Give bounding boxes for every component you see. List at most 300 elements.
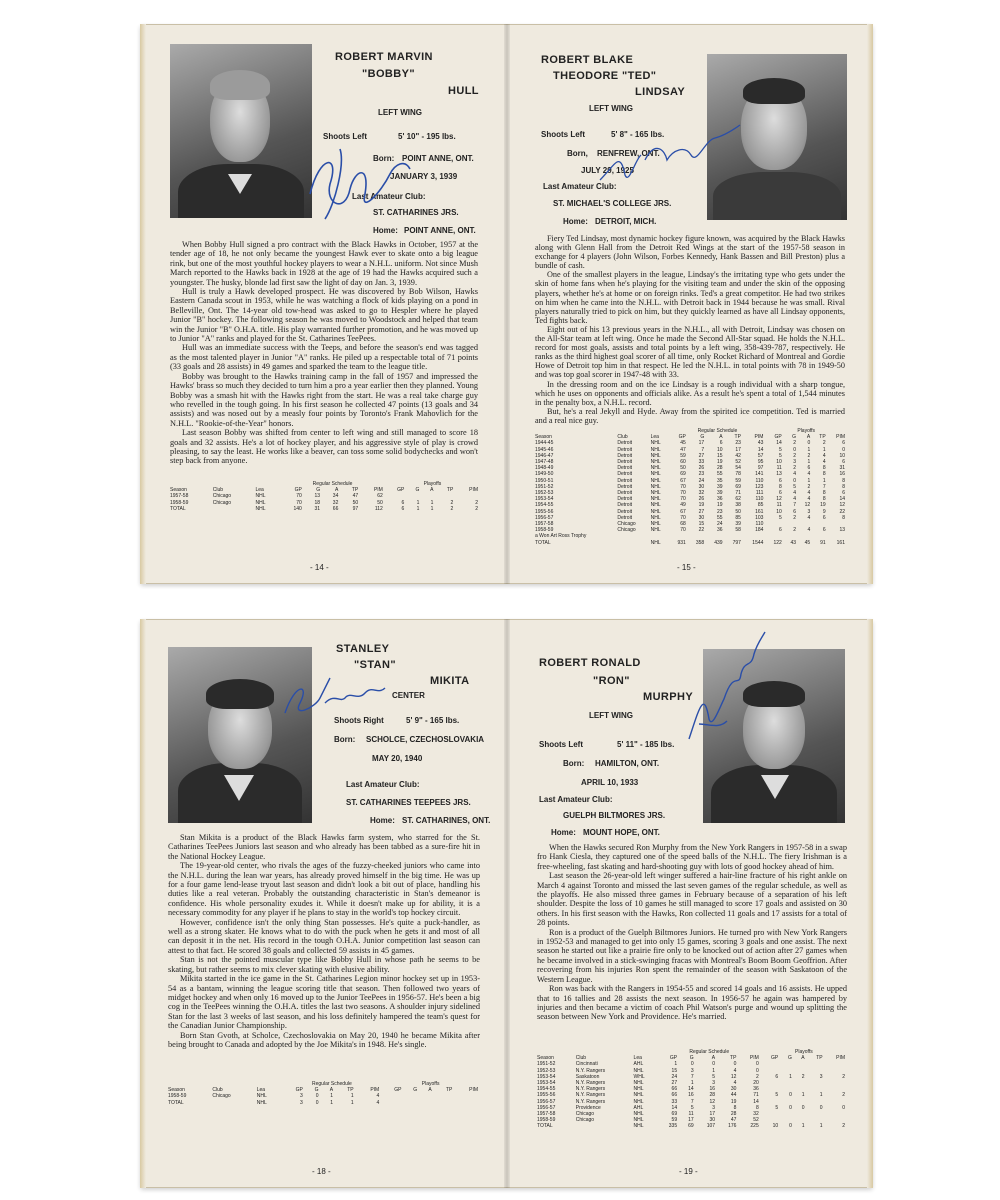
stats-column-header: Club — [212, 487, 224, 494]
stats-column-header: Lea — [256, 1087, 266, 1094]
stats-cell: 17 — [735, 446, 741, 453]
stats-cell: 10 — [839, 452, 845, 459]
stats-cell: 6 — [822, 514, 826, 521]
stats-cell: 33 — [671, 1098, 678, 1105]
stats-cell: 8 — [755, 1104, 759, 1111]
stats-cell: 0 — [793, 477, 796, 484]
stats-cell: 1 — [789, 1073, 792, 1080]
stats-cell: 14 — [757, 446, 764, 453]
stats-cell: NHL — [255, 499, 266, 506]
stats-cell: 1945-46 — [535, 446, 554, 453]
stats-column-header: TP — [730, 1055, 737, 1062]
stats-cell: 3 — [712, 1104, 716, 1111]
stats-cell: 335 — [668, 1123, 678, 1130]
stats-cell — [210, 1100, 254, 1106]
bio-paragraph: Bobby was brought to the Hawks training camp in the fall of 1957 and impressed the Hawks' brass so much they decided to turn him a pro a year earlier then they planned. Young Bobby was a smash hit with the Hawks right from the start. He was a real take charge guy who revelled in the tough going. In his first season he collected 47 points (13 goals and 34 assists) and was nosed out by a measly four points by Toronto's Frank Mahovlich for the N.H.L. "Rookie-of-the-Year" honors. — [170, 371, 478, 428]
born-place: SCHOLCE, CZECHOSLOVAKIA — [366, 735, 485, 744]
stats-column-header: PIM — [469, 487, 478, 494]
stats-cell: 60 — [680, 459, 686, 466]
autograph-signature-icon — [595, 120, 745, 190]
stats-cell: 0 — [842, 1104, 845, 1111]
page-number: - 18 - — [312, 1167, 331, 1176]
stats-cell: 36 — [717, 496, 723, 503]
stats-group-regular: Regular Schedule — [312, 1081, 352, 1087]
stats-cell: 2 — [450, 499, 454, 506]
stats-cell: 14 — [839, 496, 845, 503]
stats-cell: 69 — [735, 483, 741, 490]
stats-cell: 91 — [820, 539, 826, 546]
stats-cell: 4 — [807, 471, 811, 478]
born-label: Born: — [334, 735, 356, 744]
stats-cell: 1544 — [752, 539, 764, 546]
stats-cell: 0 — [789, 1104, 792, 1111]
stats-cell: 1 — [350, 1093, 354, 1100]
stats-cell: 69 — [680, 471, 686, 478]
stats-cell: 0 — [793, 446, 796, 453]
born-date: JULY 29, 1925 — [581, 166, 634, 175]
stats-cell: 58 — [735, 527, 741, 534]
stats-cell: N.Y. Rangers — [575, 1080, 606, 1087]
stats-cell — [404, 1100, 420, 1106]
bio-paragraph: Hull was an immediate success with the Teeps, and before the season's end was tagged as the most talented player in Junior "A" ranks. He piled up a respectable total of 71 points (33 goals and 28 assists) in 49 games and sparked the team to the league title. — [170, 343, 478, 372]
stats-cell: 78 — [735, 471, 741, 478]
stats-cell: 1950-51 — [535, 477, 554, 484]
stats-row — [168, 506, 480, 512]
amateur-label: Last Amateur Club: — [352, 192, 426, 201]
stats-cell: 12 — [804, 502, 811, 509]
stats-group-regular: Regular Schedule — [689, 1049, 730, 1055]
bio-paragraph: Last season Bobby was shifted from center to left wing and still managed to score 18 goals and 32 assists. He's a lot of hockey player, and his aggressive style of play is crowd pleasing, to say the least. He works like a beaver, can toss some solid bodychecks and won't step back from anyone. — [170, 428, 478, 466]
stats-cell: 1 — [674, 1061, 678, 1068]
stats-cell: 8 — [822, 490, 826, 497]
stats-cell: 62 — [735, 496, 741, 503]
page-murphy — [507, 619, 873, 1188]
stats-group-playoffs: Playoffs — [797, 428, 816, 434]
stats-column-header: PIM — [836, 434, 845, 441]
home-label: Home: — [373, 226, 398, 235]
stats-column-header: TP — [351, 487, 359, 494]
stats-cell: 16 — [839, 471, 845, 478]
amateur-club: GUELPH BILTMORES JRS. — [563, 811, 666, 820]
stats-column-header: TP — [734, 434, 741, 441]
stats-group-regular: Regular Schedule — [312, 481, 353, 487]
player-name-line2: THEODORE "TED" — [553, 70, 657, 82]
stats-column-header: G — [415, 487, 420, 494]
stats-cell: 110 — [755, 521, 764, 528]
stats-cell: N.Y. Rangers — [575, 1086, 606, 1093]
stats-cell: 17 — [698, 440, 705, 447]
home-town: POINT ANNE, ONT. — [404, 226, 476, 235]
stats-cell: 11 — [776, 502, 782, 509]
stats-cell: 23 — [717, 508, 723, 515]
stats-cell: 35 — [717, 477, 723, 484]
stats-cell: 0 — [789, 1092, 792, 1099]
stats-column-header: GP — [669, 1055, 678, 1062]
stats-column-header: G — [792, 434, 796, 441]
height-weight: 5' 11" - 185 lbs. — [617, 740, 675, 749]
stats-cell: 16 — [688, 1092, 694, 1099]
stats-cell: NHL — [633, 1111, 644, 1118]
stats-cell: 1957-58 — [170, 493, 189, 500]
stats-cell: 70 — [296, 493, 302, 500]
stats-column-header: PIM — [469, 1087, 478, 1094]
stats-cell: 32 — [698, 490, 705, 497]
stats-cell: NHL — [650, 477, 661, 484]
stats-cell: 0 — [733, 1061, 737, 1068]
stats-cell: 2 — [807, 452, 811, 459]
stats-cell: Chicago — [575, 1111, 595, 1118]
stats-cell: 3 — [819, 1073, 823, 1080]
stats-cell: Chicago — [617, 521, 636, 528]
stats-column-header: A — [329, 1087, 334, 1094]
stats-cell: 7 — [690, 1098, 694, 1105]
stats-cell: 5 — [779, 446, 782, 453]
stats-cell: 111 — [755, 490, 764, 497]
stats-cell: 0 — [842, 446, 845, 453]
player-name-line2: "RON" — [593, 675, 630, 687]
stats-cell: 70 — [680, 483, 686, 490]
stats-cell: 1956-57 — [535, 514, 554, 521]
born-label: Born: — [373, 154, 395, 163]
amateur-club: ST. MICHAEL'S COLLEGE JRS. — [553, 199, 672, 208]
stats-cell: 45 — [680, 440, 686, 447]
stats-cell — [574, 1123, 632, 1129]
stats-cell: Chicago — [617, 527, 636, 534]
stats-cell: 47 — [680, 446, 686, 453]
stats-column-header: Season — [537, 1055, 554, 1062]
stats-cell — [454, 1100, 480, 1106]
stats-cell: 3 — [690, 1067, 694, 1074]
stats-cell: NHL — [255, 505, 266, 512]
stats-cell: 14 — [753, 1098, 759, 1105]
stats-cell: 24 — [698, 477, 705, 484]
born-date: JANUARY 3, 1939 — [390, 172, 458, 181]
stats-column-header: GP — [678, 434, 686, 441]
stats-cell: 2 — [793, 452, 796, 459]
stats-cell: N.Y. Rangers — [575, 1067, 606, 1074]
stats-cell: 6 — [842, 490, 845, 497]
stats-cell: 45 — [804, 539, 811, 546]
player-name-line1: ROBERT MARVIN — [335, 51, 433, 63]
stats-cell: 10 — [776, 508, 782, 515]
stats-cell: 66 — [671, 1086, 678, 1093]
stats-cell: 1944-45 — [535, 440, 554, 447]
stats-cell: 8 — [822, 471, 826, 478]
stats-cell: NHL — [650, 502, 661, 509]
stats-cell: 6 — [719, 440, 723, 447]
amateur-club: ST. CATHARINES JRS. — [373, 208, 459, 217]
stats-cell: Detroit — [617, 496, 633, 503]
stats-cell: 24 — [671, 1073, 678, 1080]
stats-cell: 39 — [717, 483, 723, 490]
stats-cell: NHL — [650, 490, 661, 497]
stats-cell: 30 — [730, 1086, 737, 1093]
stats-cell: NHL — [650, 465, 661, 472]
stats-cell: 161 — [755, 508, 764, 515]
stats-cell: 6 — [779, 527, 782, 534]
stats-cell: 1958-59 — [170, 499, 189, 506]
stats-cell: 1 — [416, 499, 420, 506]
stats-column-header: PIM — [749, 1055, 759, 1062]
stats-cell: 6 — [779, 477, 782, 484]
stats-cell: Detroit — [617, 440, 633, 447]
stats-cell: 27 — [671, 1080, 678, 1087]
stats-cell: 0 — [315, 1099, 319, 1106]
stats-cell: NHL — [650, 514, 661, 521]
stats-cell: 6 — [401, 499, 405, 506]
stats-cell: 1956-57 — [537, 1104, 556, 1111]
player-name-line1: ROBERT RONALD — [539, 657, 641, 669]
stats-cell: 15 — [671, 1067, 678, 1074]
page-number: - 19 - — [679, 1167, 698, 1176]
stats-cell: 27 — [698, 508, 705, 515]
stats-cell: 57 — [757, 452, 764, 459]
stats-cell: 9 — [822, 508, 826, 515]
stats-cell: 39 — [717, 490, 723, 497]
stats-cell: 6 — [822, 527, 826, 534]
stats-cell — [211, 506, 254, 512]
stats-cell: 34 — [332, 493, 339, 500]
stats-cell: 30 — [709, 1117, 716, 1124]
home-label: Home: — [551, 828, 576, 837]
stats-cell: Detroit — [617, 459, 633, 466]
height-weight: 5' 9" - 165 lbs. — [406, 716, 460, 725]
stats-cell: 0 — [690, 1061, 694, 1068]
stats-cell: 1951-52 — [535, 483, 554, 490]
stats-cell: 11 — [688, 1111, 694, 1118]
stats-cell: 1 — [801, 1092, 805, 1099]
born-place: RENFREW, ONT. — [597, 149, 660, 158]
bio-paragraph: Stan Mikita is a product of the Black Hawks farm system, who starred for the St. Catharines TeePees Juniors last season and who already has been tabbed as a sure-fire hit in the National Hockey League. — [168, 833, 480, 861]
stats-cell: 30 — [698, 483, 705, 490]
stats-cell: 2 — [793, 465, 796, 472]
stats-cell: 31 — [314, 505, 321, 512]
amateur-label: Last Amateur Club: — [539, 795, 613, 804]
stats-cell: 110 — [755, 496, 764, 503]
bio-paragraph: Last season the 26-year-old left winger suffered a hair-line fracture of his right ankle on March 4 against Toronto and missed the last seven games of the regular schedule, as well as the playoffs. He also missed three games in February because of a separation of his left shoulder. Despite the loss of 10 games he still managed to score 17 goals and assisted on 30 others. In his first season with the Hawks, Ron collected 11 goals and 17 assists for a total of 28 points. — [537, 871, 847, 928]
stats-cell: 42 — [735, 452, 741, 459]
stats-cell: 59 — [680, 452, 686, 459]
stats-table — [533, 428, 847, 546]
stats-cell: 70 — [680, 490, 686, 497]
stats-cell: Detroit — [617, 446, 633, 453]
stats-column-header: A — [430, 487, 434, 494]
shoots-label: Shoots Left — [323, 132, 367, 141]
stats-cell: 71 — [753, 1092, 759, 1099]
stats-column-header: GP — [397, 487, 405, 494]
stats-cell: NHL — [633, 1067, 644, 1074]
stats-cell: 28 — [717, 465, 723, 472]
shoots-label: Shoots Left — [541, 130, 585, 139]
stats-cell: 1 — [819, 1092, 823, 1099]
stats-cell: 2 — [475, 499, 478, 506]
stats-column-header: Season — [170, 487, 187, 494]
stats-cell: 33 — [698, 459, 705, 466]
stats-table — [166, 1081, 480, 1106]
stats-cell: 1956-57 — [537, 1098, 556, 1105]
stats-cell: 1953-54 — [535, 496, 554, 503]
stats-cell: 3 — [793, 459, 796, 466]
stats-column-header: PIM — [370, 1087, 380, 1094]
stats-cell: 62 — [377, 493, 383, 500]
stats-cell: 110 — [755, 477, 764, 484]
stats-cell: NHL — [650, 459, 661, 466]
bio-paragraph: Hull is truly a Hawk developed prospect. He was discovered by Bob Wilson, Hawks Eastern Canada scout in 1953, while he was watching a flock of kids playing on a pond in Belleville, Ont. The 14-year old tow-head was asked to go to Hespler where he played Junior "B" hockey. The following season he was moved to Woodstock and helped that team win the Junior "B" O.H.A. title. His play warranted further promotion, and he was moved up to Junior "A" ranks and played for the St. Catharines TeePees. — [170, 287, 478, 344]
stats-column-header: G — [787, 1055, 792, 1062]
bio-paragraph: The 19-year-old center, who rivals the ages of the fuzzy-cheeked juniors who came into the N.H.L. during the lean war years, has already proved himself in the big time. He was up for a four game lend-lease tryout last season and didn't look a bit out of place, handling his duties like a real veteran. Probably the outstanding characteristic in Stan's demeanor is confidence. His whole personality exudes it. While it doesn't make up for ability, it is a necessary commodity for any player if he plans to stay in the world's top hockey circuit. — [168, 861, 480, 918]
height-weight: 5' 10" - 195 lbs. — [398, 132, 456, 141]
stats-cell: 184 — [755, 527, 764, 534]
stats-cell: 50 — [680, 465, 686, 472]
stats-cell: 13 — [839, 527, 845, 534]
stats-cell: 2 — [793, 440, 796, 447]
stats-cell: 1 — [690, 1080, 694, 1087]
player-name-line1: STANLEY — [336, 643, 390, 655]
stats-cell: 52 — [735, 459, 741, 466]
stats-cell: Detroit — [617, 477, 633, 484]
amateur-label: Last Amateur Club: — [346, 780, 420, 789]
stats-cell: 28 — [709, 1092, 716, 1099]
bio-paragraph: When the Hawks secured Ron Murphy from the New York Rangers in 1957-58 in a swap fro Hank Ciesla, they captured one of the speed balls of the N.H.L. The fiery Irishman is a free-wheeling, fast skating and hard-shooting guy with lots of good hockey ahead of him. — [537, 843, 847, 871]
stats-cell: Detroit — [617, 465, 633, 472]
stats-cell: 1 — [807, 477, 811, 484]
stats-cell: 3 — [807, 508, 811, 515]
stats-cell: 97 — [757, 465, 764, 472]
stats-column-header: TP — [816, 1055, 823, 1062]
stats-cell: 31 — [839, 465, 845, 472]
stats-cell: 1949-50 — [535, 471, 554, 478]
stats-cell: 1 — [330, 1099, 334, 1106]
stats-cell: 54 — [735, 465, 741, 472]
stats-cell: 12 — [709, 1098, 716, 1105]
stats-cell: 68 — [680, 521, 686, 528]
autograph-signature-icon — [300, 134, 420, 224]
stats-cell: 1952-53 — [535, 490, 554, 497]
stats-cell: 4 — [807, 496, 811, 503]
stats-cell: 5 — [690, 1104, 694, 1111]
born-place: POINT ANNE, ONT. — [402, 154, 474, 163]
stats-cell: 18 — [314, 499, 321, 506]
stats-cell: 50 — [735, 508, 741, 515]
booklet-spread-top — [140, 24, 873, 584]
stats-cell: 1957-58 — [537, 1111, 556, 1118]
stats-column-header: A — [806, 434, 811, 441]
stats-cell: NHL — [255, 493, 266, 500]
stats-cell: 4 — [807, 514, 811, 521]
stats-cell: 7 — [822, 483, 826, 490]
player-biography — [168, 833, 480, 1049]
stats-cell: 50 — [352, 499, 359, 506]
page-number: - 14 - — [310, 563, 329, 572]
stats-cell: 70 — [296, 499, 302, 506]
stats-cell: 20 — [753, 1080, 759, 1087]
player-name-line1: ROBERT BLAKE — [541, 54, 634, 66]
born-place: HAMILTON, ONT. — [595, 759, 660, 768]
stats-cell: 14 — [688, 1086, 694, 1093]
stats-cell: 2 — [755, 1073, 759, 1080]
stats-cell: 47 — [352, 493, 359, 500]
stats-cell: 1 — [822, 477, 826, 484]
stats-cell: NHL — [650, 446, 661, 453]
stats-cell: 0 — [755, 1067, 759, 1074]
stats-cell: N.Y. Rangers — [575, 1098, 606, 1105]
stats-cell: 2 — [842, 1123, 845, 1130]
stats-cell — [434, 1100, 455, 1106]
stats-cell: 6 — [779, 490, 782, 497]
stats-cell: 1953-54 — [537, 1080, 556, 1087]
stats-cell: 5 — [775, 1092, 779, 1099]
player-position: CENTER — [392, 691, 425, 700]
stats-column-header: PIM — [836, 1055, 845, 1062]
player-biography — [170, 240, 478, 466]
stats-cell: 28 — [730, 1111, 737, 1118]
stats-cell: 123 — [755, 483, 764, 490]
stats-cell: 19 — [717, 459, 723, 466]
stats-row — [533, 540, 847, 546]
stats-column-header: G — [314, 1087, 319, 1094]
stats-cell: NHL — [650, 471, 661, 478]
height-weight: 5' 8" - 165 lbs. — [611, 130, 665, 139]
stats-cell: 1948-49 — [535, 465, 554, 472]
stats-cell: 6 — [775, 1073, 779, 1080]
stats-cell: 1 — [416, 505, 420, 512]
stats-cell: 0 — [789, 1123, 792, 1130]
home-label: Home: — [370, 816, 395, 825]
stats-cell: NHL — [650, 440, 661, 447]
stats-cell: 1957-58 — [535, 521, 554, 528]
stats-cell: 5 — [712, 1073, 716, 1080]
stats-cell: 2 — [842, 1073, 845, 1080]
stats-cell: 13 — [776, 471, 782, 478]
stats-cell: 2 — [822, 440, 826, 447]
stats-cell: 52 — [753, 1117, 759, 1124]
stats-cell: NHL — [650, 483, 661, 490]
stats-cell: 8 — [779, 483, 782, 490]
stats-cell: 5 — [793, 483, 796, 490]
stats-cell: 2 — [793, 514, 796, 521]
player-photo-hull — [170, 44, 312, 218]
stats-cell: 122 — [773, 539, 782, 546]
stats-cell: NHL — [256, 1093, 267, 1100]
stats-column-header: Season — [535, 434, 552, 441]
stats-column-header: TP — [347, 1087, 354, 1094]
stats-cell: 11 — [776, 465, 782, 472]
stats-cell: 0 — [801, 1104, 805, 1111]
stats-cell: 1 — [350, 1099, 354, 1106]
stats-cell: 39 — [735, 521, 741, 528]
bio-paragraph: Born Stan Gvoth, at Scholce, Czechoslovakia on May 20, 1940 he became Mikita after being brought to Canada and adopted by the Joe Mikita's in 1948. He's single. — [168, 1030, 480, 1049]
stats-cell: 5 — [775, 1104, 779, 1111]
stats-row — [535, 1123, 847, 1129]
stats-cell: 8 — [822, 465, 826, 472]
stats-cell: AHL — [633, 1104, 644, 1111]
bio-paragraph: Fiery Ted Lindsay, most dynamic hockey figure known, was acquired by the Black Hawks along with Glenn Hall from the Detroit Red Wings at the start of the 1957-58 season in exchange for 4 players (John Wilson, Forbes Kennedy, Hank Bassen and Bill Preston) plus a bundle of cash. — [535, 234, 845, 271]
player-name-line2: "BOBBY" — [362, 68, 415, 80]
stats-cell: NHL — [650, 527, 661, 534]
born-label: Born, — [567, 149, 588, 158]
stats-cell: N.Y. Rangers — [575, 1092, 606, 1099]
bio-paragraph: Stan is not the pointed muscular type like Bobby Hull in whose path he seems to be skating, but rather seems to mix clever skating with elusive ability. — [168, 955, 480, 974]
stats-cell: 2 — [450, 505, 454, 512]
stats-cell: 36 — [753, 1086, 759, 1093]
stats-cell: 19 — [698, 502, 705, 509]
stats-cell: 6 — [842, 459, 845, 466]
stats-cell: 3 — [300, 1093, 303, 1100]
stats-cell: 1 — [807, 459, 811, 466]
stats-column-header: A — [719, 434, 723, 441]
stats-cell: Chicago — [212, 499, 232, 506]
home-town: MOUNT HOPE, ONT. — [583, 828, 660, 837]
